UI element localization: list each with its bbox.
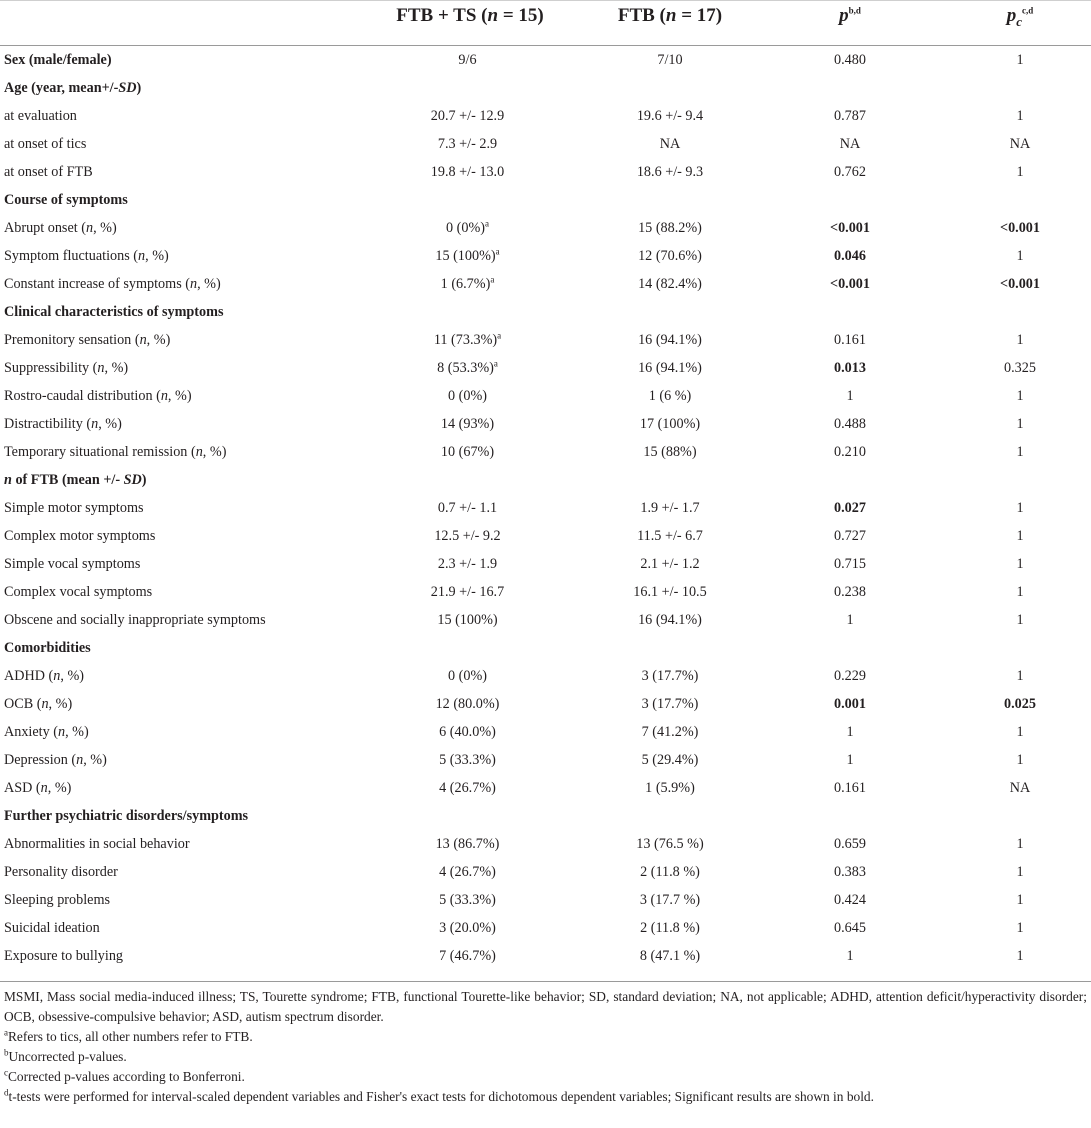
table-row <box>0 774 1091 802</box>
row-label: Comorbidities <box>4 640 91 656</box>
cell-col4: 1 <box>1016 500 1024 516</box>
table-row <box>0 214 1091 242</box>
row-label: Personality disorder <box>4 864 118 880</box>
row-label: ASD (n, %) <box>4 780 72 796</box>
header-p: $p^{b,d}$ <box>839 5 861 26</box>
cell-col2: 1 (6 %) <box>648 388 692 404</box>
cell-col2: 16 (94.1%) <box>638 332 702 348</box>
table-row <box>0 886 1091 914</box>
row-label: Obscene and socially inappropriate symptoms <box>4 612 266 628</box>
cell-col4: 1 <box>1016 528 1024 544</box>
cell-col4: 1 <box>1016 584 1024 600</box>
cell-col2: 15 (88.2%) <box>638 220 702 236</box>
table-row <box>0 102 1091 130</box>
cell-col3: 0.424 <box>834 892 866 908</box>
cell-col1: 21.9 +/- 16.7 <box>430 584 505 600</box>
cell-col1: 12.5 +/- 9.2 <box>434 528 501 544</box>
table-row <box>0 606 1091 634</box>
row-label: Abnormalities in social behavior <box>4 836 190 852</box>
cell-col1: 15 (100%) <box>437 612 498 628</box>
row-label: Age (year, mean+/-SD) <box>4 80 142 96</box>
cell-col3: 0.161 <box>834 332 866 348</box>
cell-col2: 8 (47.1 %) <box>639 948 701 964</box>
row-label: Symptom fluctuations (n, %) <box>4 248 169 264</box>
cell-col3: <0.001 <box>829 276 870 292</box>
cell-col1: 12 (80.0%) <box>435 696 500 712</box>
row-label: Complex vocal symptoms <box>4 584 153 600</box>
table-row <box>0 830 1091 858</box>
footnote: $^d$t-tests were performed for interval-scaled dependent variables and Fisher's exact tests for dichotomous dependent variables; Significant results are shown in bold. <box>4 1087 874 1104</box>
table-row <box>0 550 1091 578</box>
table-row <box>0 410 1091 438</box>
table-row <box>0 578 1091 606</box>
cell-col1: 4 (26.7%) <box>439 864 496 880</box>
table-row <box>0 662 1091 690</box>
footnote-marker: a <box>493 358 498 369</box>
cell-col1: 0 (0%) <box>447 388 487 404</box>
footnote-marker: a <box>497 330 502 341</box>
header-pc: $p_c^{c,d}$ <box>1006 5 1034 29</box>
section-row <box>0 802 1091 830</box>
cell-col2: 2.1 +/- 1.2 <box>640 556 700 572</box>
cell-col1: 15 $(100\%)^a$ <box>435 246 500 264</box>
cell-col4: 1 <box>1016 108 1024 124</box>
cell-col3: 0.238 <box>834 584 866 600</box>
cell-col1: 8 $(53.3\%)^a$ <box>437 358 498 376</box>
row-label: Constant increase of symptoms (n, %) <box>4 276 221 292</box>
cell-col2: 2 (11.8 %) <box>640 920 700 936</box>
cell-col3: 0.161 <box>834 780 866 796</box>
cell-col2: 3 (17.7%) <box>641 668 699 684</box>
cell-col2: 1 (5.9%) <box>645 780 695 796</box>
table-row <box>0 326 1091 354</box>
row-label: Rostro-caudal distribution (n, %) <box>4 388 192 404</box>
row-label: Depression (n, %) <box>4 752 107 768</box>
row-label: Simple motor symptoms <box>4 500 144 516</box>
row-label: Premonitory sensation (n, %) <box>4 332 171 348</box>
cell-col1: 9/6 <box>458 52 477 68</box>
cell-col4: 1 <box>1016 920 1024 936</box>
cell-col3: 0.383 <box>834 864 866 880</box>
cell-col3: 1 <box>846 612 854 628</box>
cell-col3: 1 <box>846 724 854 740</box>
table-row <box>0 438 1091 466</box>
cell-col4: 1 <box>1016 864 1024 880</box>
section-row <box>0 186 1091 214</box>
cell-col4: <0.001 <box>999 220 1040 236</box>
row-label: OCB (n, %) <box>4 696 73 712</box>
cell-col4: 1 <box>1016 948 1024 964</box>
cell-col4: 0.325 <box>1004 360 1036 376</box>
cell-col4: 1 <box>1016 892 1024 908</box>
cell-col1: 6 (40.0%) <box>439 724 496 740</box>
cell-col1: 7.3 +/- 2.9 <box>437 136 498 152</box>
table-row <box>0 382 1091 410</box>
cell-col4: 1 <box>1016 164 1024 180</box>
footnote-marker: a <box>495 246 500 257</box>
footnote: $^a$Refers to tics, all other numbers refer to FTB. <box>4 1027 253 1044</box>
cell-col4: 1 <box>1016 752 1024 768</box>
cell-col4: 0.025 <box>1004 696 1036 712</box>
table-row <box>0 270 1091 298</box>
table-row <box>0 494 1091 522</box>
row-label: at evaluation <box>4 108 77 124</box>
cell-col4: 1 <box>1016 444 1024 460</box>
row-label: Further psychiatric disorders/symptoms <box>4 808 249 824</box>
cell-col1: 3 (20.0%) <box>439 920 496 936</box>
cell-col2: 19.6 +/- 9.4 <box>636 108 704 124</box>
cell-col3: 0.480 <box>834 52 866 68</box>
section-row <box>0 298 1091 326</box>
cell-col4: 1 <box>1016 724 1024 740</box>
cell-col3: 0.762 <box>834 164 866 180</box>
section-row <box>0 46 1091 74</box>
cell-col4: 1 <box>1016 388 1024 404</box>
header-ftb-ts: FTB + TS (n = 15) <box>396 5 544 26</box>
cell-col2: 3 (17.7%) <box>641 696 699 712</box>
cell-col1: 0.7 +/- 1.1 <box>437 500 498 516</box>
cell-col3: 0.715 <box>834 556 866 572</box>
cell-col4: NA <box>1009 780 1031 796</box>
cell-col3: 0.046 <box>834 248 866 264</box>
row-label: Sex (male/female) <box>4 52 112 68</box>
cell-col4: <0.001 <box>999 276 1040 292</box>
row-label: Clinical characteristics of symptoms <box>4 304 224 320</box>
cell-col2: 11.5 +/- 6.7 <box>637 528 703 544</box>
cell-col3: 1 <box>846 752 854 768</box>
row-label: Abrupt onset (n, %) <box>4 220 117 236</box>
table-row <box>0 354 1091 382</box>
footnote-marker: a <box>485 218 489 229</box>
cell-col3: 0.210 <box>834 444 866 460</box>
cell-col4: 1 <box>1016 668 1024 684</box>
table-body <box>0 46 1091 970</box>
row-label: Anxiety (n, %) <box>4 724 89 740</box>
row-label: Sleeping problems <box>4 892 110 908</box>
cell-col2: 7/10 <box>657 52 683 68</box>
row-label: ADHD (n, %) <box>4 668 84 684</box>
table-row <box>0 718 1091 746</box>
row-label: at onset of tics <box>4 136 87 152</box>
section-row <box>0 634 1091 662</box>
cell-col4: 1 <box>1016 612 1024 628</box>
table-row <box>0 130 1091 158</box>
cell-col2: 15 (88%) <box>643 444 697 460</box>
cell-col4: 1 <box>1016 556 1024 572</box>
cell-col4: 1 <box>1016 836 1024 852</box>
cell-col1: 5 (33.3%) <box>439 892 496 908</box>
cell-col3: 0.027 <box>834 500 866 516</box>
cell-col2: 3 (17.7 %) <box>639 892 701 908</box>
section-row <box>0 74 1091 102</box>
row-label: Complex motor symptoms <box>4 528 156 544</box>
cell-col1: 14 (93%) <box>440 416 495 432</box>
row-label: Suppressibility (n, %) <box>4 360 129 376</box>
cell-col2: 14 (82.4%) <box>638 276 702 292</box>
cell-col1: 1 $(6.7\%)^a$ <box>440 274 495 292</box>
table-row <box>0 522 1091 550</box>
header-ftb: FTB (n = 17) <box>617 5 723 26</box>
cell-col3: NA <box>839 136 861 152</box>
table-row <box>0 746 1091 774</box>
cell-col1: 4 (26.7%) <box>439 780 496 796</box>
cell-col2: 18.6 +/- 9.3 <box>636 164 704 180</box>
row-label: Suicidal ideation <box>4 920 100 936</box>
cell-col1: 7 (46.7%) <box>439 948 496 964</box>
footnote: $^b$Uncorrected p-values. <box>4 1047 127 1064</box>
cell-col2: 5 (29.4%) <box>641 752 699 768</box>
footnote: MSMI, Mass social media-induced illness; TS, Tourette syndrome; FTB, functional Tourette-like behavior; SD, standard deviation; NA, not applicable; ADHD, attention deficit/hyperactivity disorder; OCB, obsessive-compulsive behavior; ASD, autism spectrum disorder. <box>4 989 1087 1024</box>
cell-col1: 2.3 +/- 1.9 <box>437 556 498 572</box>
cell-col1: 10 (67%) <box>440 444 495 460</box>
cell-col3: 0.013 <box>834 360 866 376</box>
cell-col3: 1 <box>846 388 854 404</box>
table-header <box>0 0 1091 46</box>
cell-col4: 1 <box>1016 52 1024 68</box>
table-row <box>0 690 1091 718</box>
section-row <box>0 466 1091 494</box>
cell-col2: 16.1 +/- 10.5 <box>633 584 707 600</box>
cell-col2: NA <box>659 136 681 152</box>
cell-col1: 0 $(0\%)^a$ <box>445 218 489 236</box>
cell-col1: 20.7 +/- 12.9 <box>430 108 505 124</box>
footnote: $^c$Corrected p-values according to Bonferroni. <box>4 1067 245 1084</box>
cell-col3: 0.645 <box>834 920 866 936</box>
cell-col2: 2 (11.8 %) <box>640 864 700 880</box>
row-label: at onset of FTB <box>4 164 93 180</box>
cell-col1: 5 (33.3%) <box>439 752 496 768</box>
table-row <box>0 158 1091 186</box>
table-row <box>0 914 1091 942</box>
cell-col2: 13 (76.5 %) <box>636 836 704 852</box>
table-row <box>0 858 1091 886</box>
cell-col3: 0.229 <box>834 668 866 684</box>
row-label: Course of symptoms <box>4 192 128 208</box>
footnote-marker: a <box>490 274 495 285</box>
cell-col3: 0.727 <box>834 528 866 544</box>
cell-col2: 7 (41.2%) <box>641 724 699 740</box>
row-label: Exposure to bullying <box>4 948 124 964</box>
cell-col3: 0.787 <box>834 108 866 124</box>
table-row <box>0 242 1091 270</box>
cell-col3: <0.001 <box>829 220 870 236</box>
cell-col3: 1 <box>846 948 854 964</box>
cell-col2: 16 (94.1%) <box>638 360 702 376</box>
cell-col2: 16 (94.1%) <box>638 612 702 628</box>
cell-col4: NA <box>1009 136 1031 152</box>
cell-col2: 12 (70.6%) <box>638 248 702 264</box>
cell-col3: 0.659 <box>834 836 866 852</box>
row-label: Simple vocal symptoms <box>4 556 141 572</box>
cell-col1: 11 $(73.3\%)^a$ <box>433 330 502 348</box>
cell-col4: 1 <box>1016 248 1024 264</box>
cell-col1: 0 (0%) <box>447 668 487 684</box>
cell-col2: 1.9 +/- 1.7 <box>640 500 700 516</box>
cell-col3: 0.488 <box>834 416 866 432</box>
footnotes <box>0 982 1091 1107</box>
table-row <box>0 942 1091 970</box>
row-label: Distractibility (n, %) <box>4 416 122 432</box>
cell-col1: 13 (86.7%) <box>435 836 500 852</box>
cell-col4: 1 <box>1016 332 1024 348</box>
cell-col2: 17 (100%) <box>639 416 701 432</box>
cell-col3: 0.001 <box>834 696 866 712</box>
cell-col4: 1 <box>1016 416 1024 432</box>
cell-col1: 19.8 +/- 13.0 <box>430 164 505 180</box>
row-label: Temporary situational remission (n, %) <box>4 444 227 460</box>
row-label: n of FTB (mean +/- SD) <box>4 472 147 488</box>
